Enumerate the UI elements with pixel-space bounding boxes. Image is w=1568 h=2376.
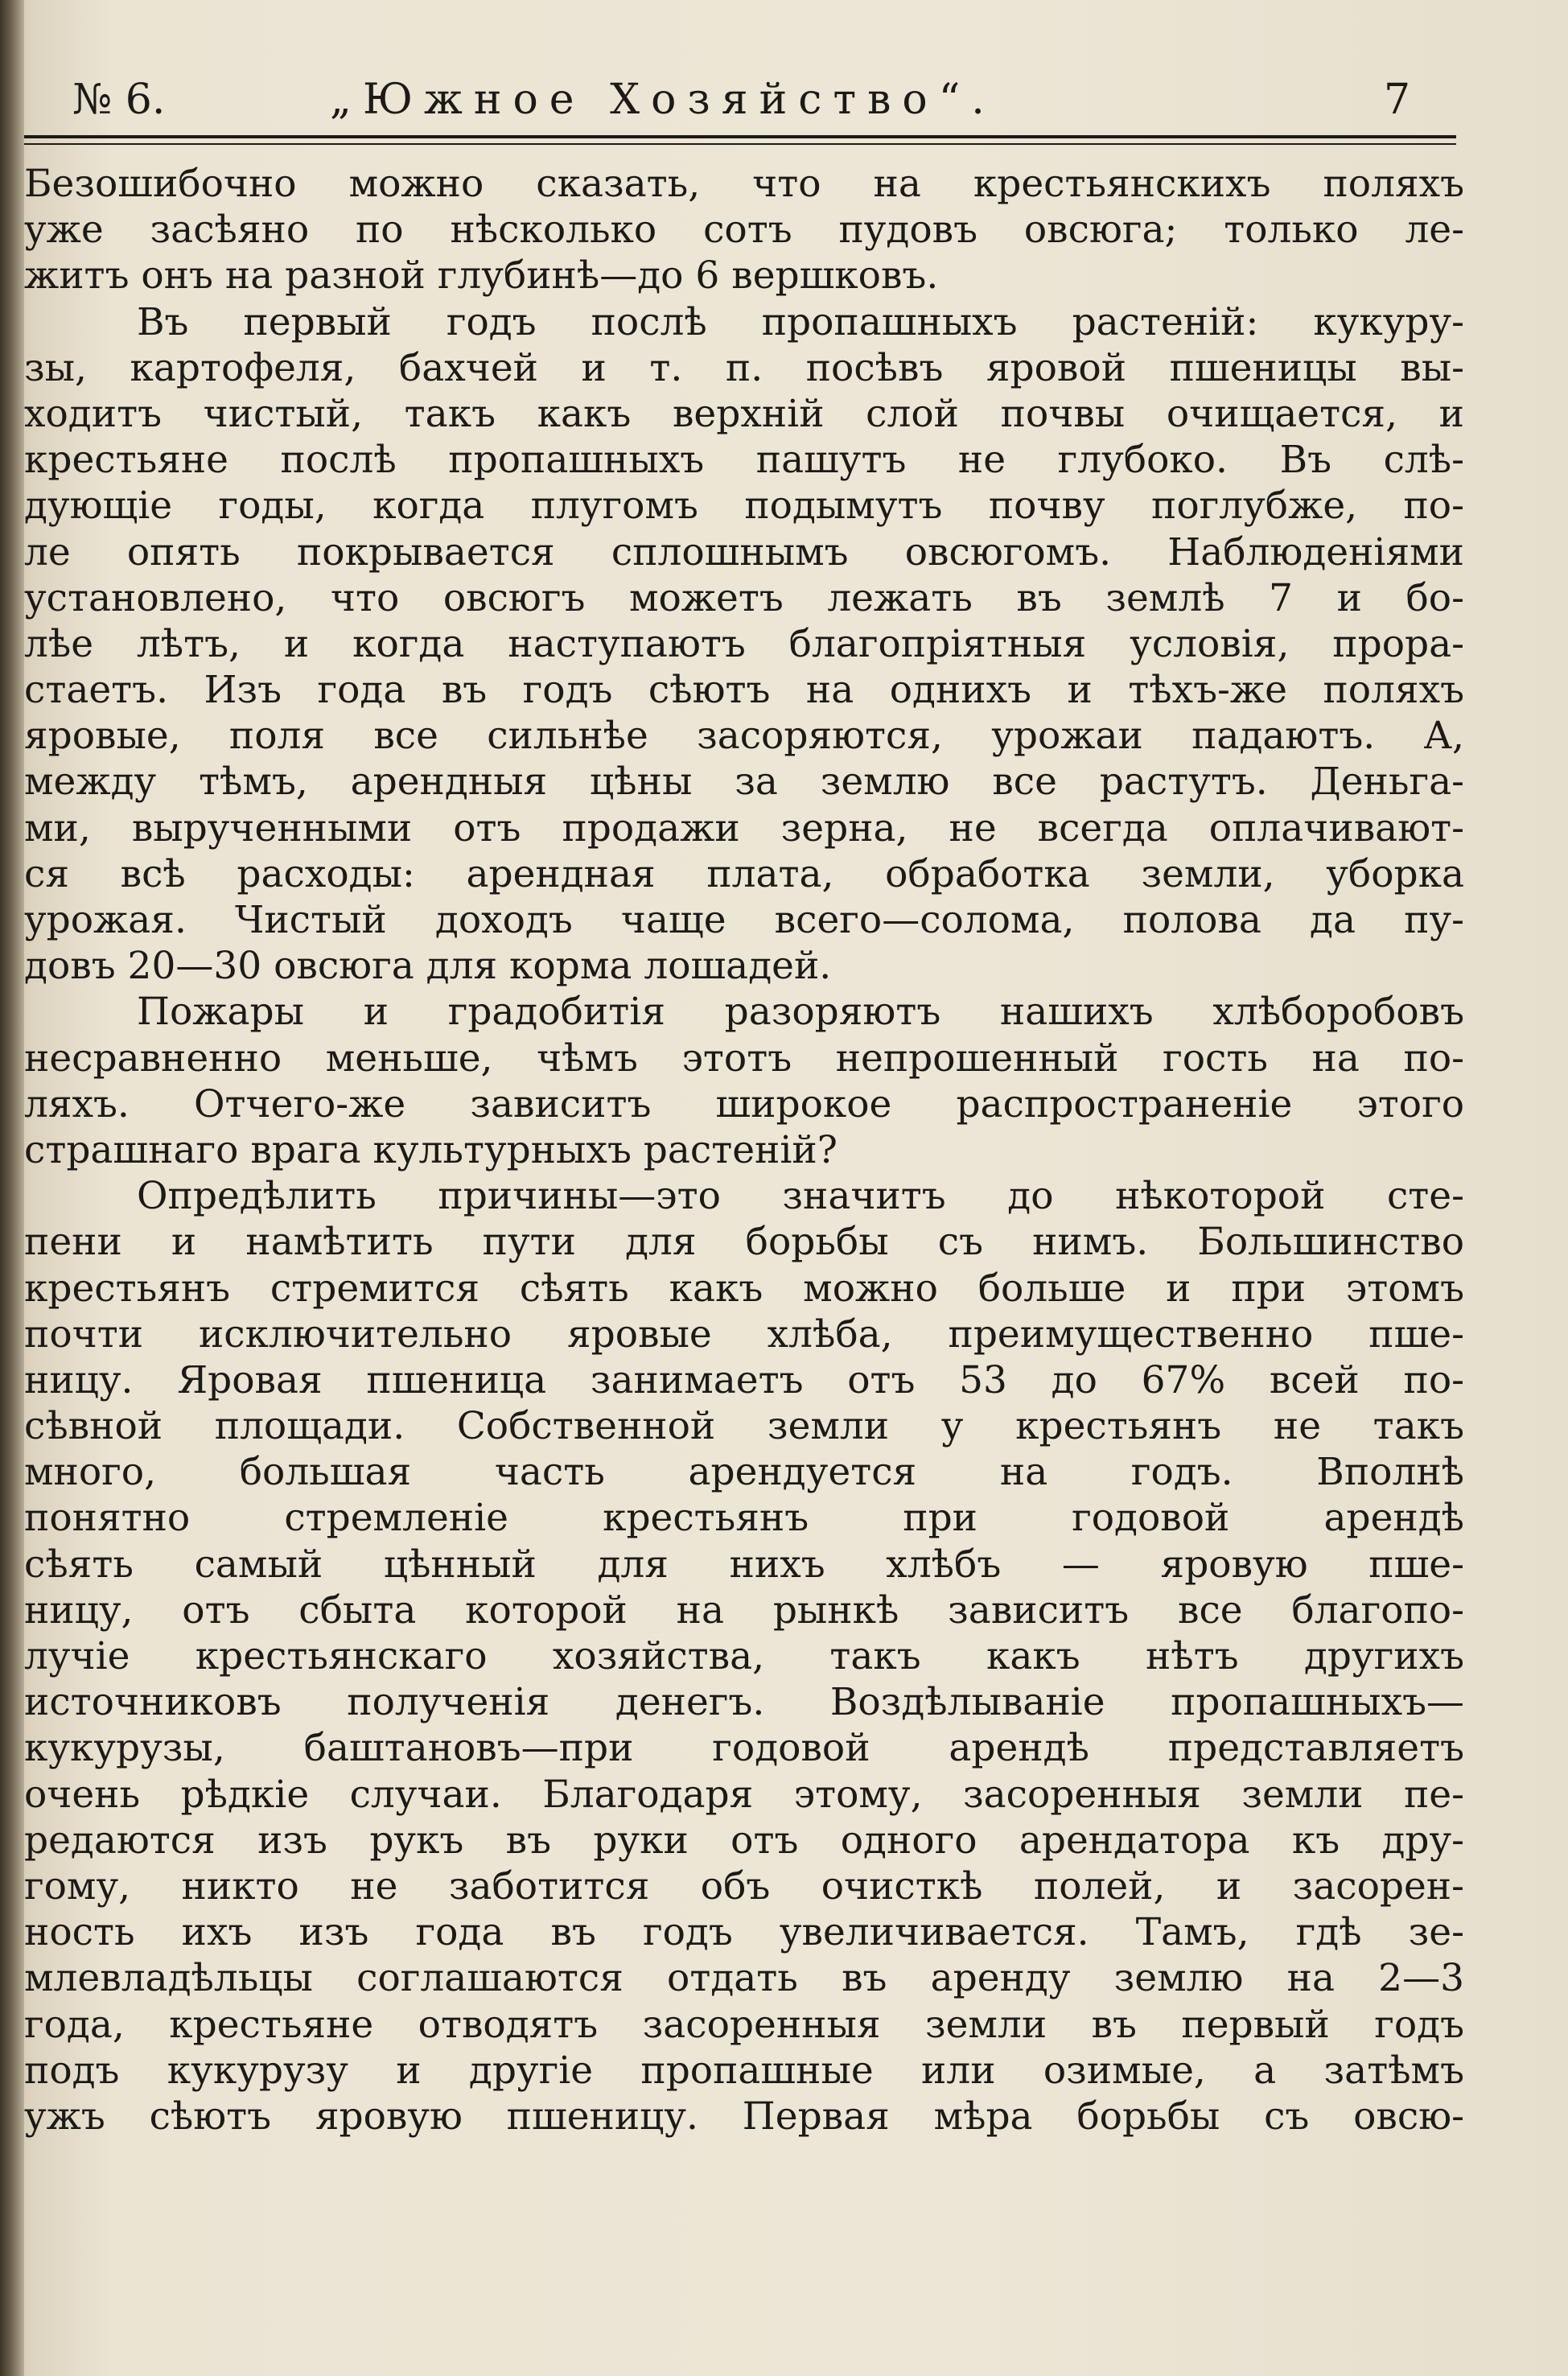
header-rule-thin [24,143,1456,145]
text-line: лучіе крестьянскаго хозяйства, такъ какъ нѣтъ другихъ [24,1634,1464,1678]
book-spine-shadow [0,0,24,2376]
journal-title: „Южное Хозяйство“. [330,76,996,124]
text-line: почти исключительно яровые хлѣба, преимущественно пше- [24,1312,1464,1357]
text-line: ми, вырученными отъ продажи зерна, не всегда оплачивают- [24,805,1464,850]
page-number: 7 [1384,76,1411,124]
text-line: Безошибочно можно сказать, что на крестьянскихъ поляхъ [24,162,1464,206]
body-text [24,161,1464,2139]
text-line: очень рѣдкіе случаи. Благодаря этому, засоренныя земли пе- [24,1772,1464,1817]
text-line: пени и намѣтить пути для борьбы съ нимъ. Большинство [24,1220,1464,1265]
text-line: Пожары и градобитія разоряютъ нашихъ хлѣборобовъ [137,990,1464,1035]
text-line: зы, картофеля, бахчей и т. п. посѣвъ яровой пшеницы вы- [24,345,1464,390]
text-line: гому, никто не заботится объ очисткѣ полей, и засорен- [24,1863,1464,1909]
text-line: подъ кукурузу и другіе пропашные или озимые, а затѣмъ [24,2048,1464,2093]
text-line: между тѣмъ, арендныя цѣны за землю все растутъ. Деньга- [24,760,1464,805]
text-line: много, большая часть арендуется на годъ. Вполнѣ [24,1450,1464,1495]
text-line: ле опять покрывается сплошнымъ овсюгомъ. Наблюденіями [24,529,1464,574]
text-line: ницу, отъ сбыта которой на рынкѣ зависитъ все благопо- [24,1587,1464,1633]
text-line: ность ихъ изъ года въ годъ увеличивается. Тамъ, гдѣ зе- [24,1910,1464,1955]
text-line: житъ онъ на разной глубинѣ—до 6 вершковъ. [24,253,939,299]
issue-number: № 6. [72,76,166,124]
text-line: яровые, поля все сильнѣе засоряются, урожаи падаютъ. А, [24,714,1464,759]
text-line: ужъ сѣютъ яровую пшеницу. Первая мѣра борьбы съ овсю- [24,2094,1464,2139]
text-line: сѣвной площади. Собственной земли у крестьянъ не такъ [24,1404,1464,1449]
text-line: источниковъ полученія денегъ. Воздѣлываніе пропашныхъ— [24,1680,1464,1725]
text-line: урожая. Чистый доходъ чаще всего—солома, полова да пу- [24,898,1464,942]
text-line: несравненно меньше, чѣмъ этотъ непрошенный гость на по- [24,1036,1464,1081]
text-line: ляхъ. Отчего-же зависитъ широкое распространеніе этого [24,1081,1464,1126]
text-line: Опредѣлить причины—это значитъ до нѣкоторой сте- [137,1174,1464,1219]
text-line: стаетъ. Изъ года въ годъ сѣютъ на однихъ и тѣхъ-же поляхъ [24,668,1464,713]
text-line: Въ первый годъ послѣ пропашныхъ растеній: кукуру- [137,299,1464,344]
text-line: страшнаго врага культурныхъ растеній? [24,1127,838,1172]
text-line: млевладѣльцы соглашаются отдать въ аренду землю на 2—3 [24,1956,1464,2001]
text-line: редаются изъ рукъ въ руки отъ одного арендатора къ дру- [24,1818,1464,1863]
text-line: дующіе годы, когда плугомъ подымутъ почву поглубже, по- [24,484,1464,529]
text-line: крестьяне послѣ пропашныхъ пашутъ не глубоко. Въ слѣ- [24,438,1464,483]
text-line: кукурузы, баштановъ—при годовой арендѣ представляетъ [24,1726,1464,1771]
text-line: понятно стремленіе крестьянъ при годовой арендѣ [24,1496,1464,1541]
text-line: ницу. Яровая пшеница занимаетъ отъ 53 до 67% всей по- [24,1357,1464,1402]
text-line: уже засѣяно по нѣсколько сотъ пудовъ овсюга; только ле- [24,208,1464,253]
text-line: сѣять самый цѣнный для нихъ хлѣбъ — яровую пше- [24,1542,1464,1587]
text-line: ся всѣ расходы: арендная плата, обработка земли, уборка [24,851,1464,896]
text-line: года, крестьяне отводятъ засоренныя земли въ первый годъ [24,2002,1464,2047]
text-line: установлено, что овсюгъ можетъ лежать въ землѣ 7 и бо- [24,575,1464,620]
text-line: ходитъ чистый, такъ какъ верхній слой почвы очищается, и [24,391,1464,436]
header-rule-thick [24,135,1456,138]
text-line: крестьянъ стремится сѣять какъ можно больше и при этомъ [24,1266,1464,1311]
text-line: довъ 20—30 овсюга для корма лошадей. [24,944,832,989]
running-header [24,71,1456,135]
text-line: лѣе лѣтъ, и когда наступаютъ благопріятныя условія, прора- [24,621,1464,666]
